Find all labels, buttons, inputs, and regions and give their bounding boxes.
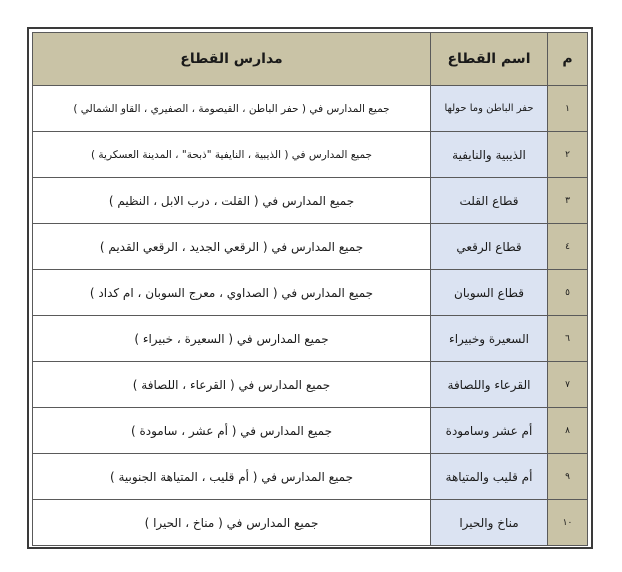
row-schools: جميع المدارس في ( أم قليب ، المتياهة الجنوبية )	[33, 454, 431, 500]
row-schools: جميع المدارس في ( الصداوي ، معرج السوبان ، ام كداد )	[33, 270, 431, 316]
sectors-table	[32, 32, 588, 546]
row-number: ١٠	[548, 500, 588, 546]
row-schools: جميع المدارس في ( القرعاء ، اللصافة )	[33, 362, 431, 408]
row-sector-name: قطاع الرقعي	[431, 224, 548, 270]
row-number: ٢	[548, 132, 588, 178]
header-row	[33, 33, 588, 86]
row-schools: جميع المدارس في ( السعيرة ، خبيراء )	[33, 316, 431, 362]
row-number: ٨	[548, 408, 588, 454]
row-number: ٥	[548, 270, 588, 316]
row-sector-name: قطاع السوبان	[431, 270, 548, 316]
table-row	[33, 454, 588, 500]
row-schools: جميع المدارس في ( أم عشر ، سامودة )	[33, 408, 431, 454]
table-row	[33, 408, 588, 454]
header-schools: مدارس القطاع	[33, 33, 431, 86]
row-number: ٩	[548, 454, 588, 500]
row-schools: جميع المدارس في ( القلت ، درب الابل ، النظيم )	[33, 178, 431, 224]
row-sector-name: الذيبية والنايفية	[431, 132, 548, 178]
row-sector-name: مناخ والحيرا	[431, 500, 548, 546]
header-number: م	[548, 33, 588, 86]
table-row	[33, 132, 588, 178]
table-row	[33, 224, 588, 270]
table-frame	[27, 27, 593, 549]
row-sector-name: قطاع القلت	[431, 178, 548, 224]
row-schools: جميع المدارس في ( حفر الباطن ، القيصومة ، الصفيري ، القاو الشمالي )	[33, 86, 431, 132]
table-row	[33, 316, 588, 362]
table-row	[33, 362, 588, 408]
row-sector-name: السعيرة وخبيراء	[431, 316, 548, 362]
row-number: ٦	[548, 316, 588, 362]
row-schools: جميع المدارس في ( الرقعي الجديد ، الرقعي القديم )	[33, 224, 431, 270]
row-sector-name: القرعاء واللصافة	[431, 362, 548, 408]
row-sector-name: أم قليب والمتياهة	[431, 454, 548, 500]
row-sector-name: حفر الباطن وما حولها	[431, 86, 548, 132]
row-number: ٧	[548, 362, 588, 408]
table-row	[33, 270, 588, 316]
row-schools: جميع المدارس في ( مناخ ، الحيرا )	[33, 500, 431, 546]
table-row	[33, 178, 588, 224]
row-schools: جميع المدارس في ( الذيبية ، النايفية "ذبحة" ، المدينة العسكرية )	[33, 132, 431, 178]
table-row	[33, 500, 588, 546]
row-sector-name: أم عشر وسامودة	[431, 408, 548, 454]
table-row	[33, 86, 588, 132]
header-sector-name: اسم القطاع	[431, 33, 548, 86]
row-number: ١	[548, 86, 588, 132]
row-number: ٣	[548, 178, 588, 224]
row-number: ٤	[548, 224, 588, 270]
